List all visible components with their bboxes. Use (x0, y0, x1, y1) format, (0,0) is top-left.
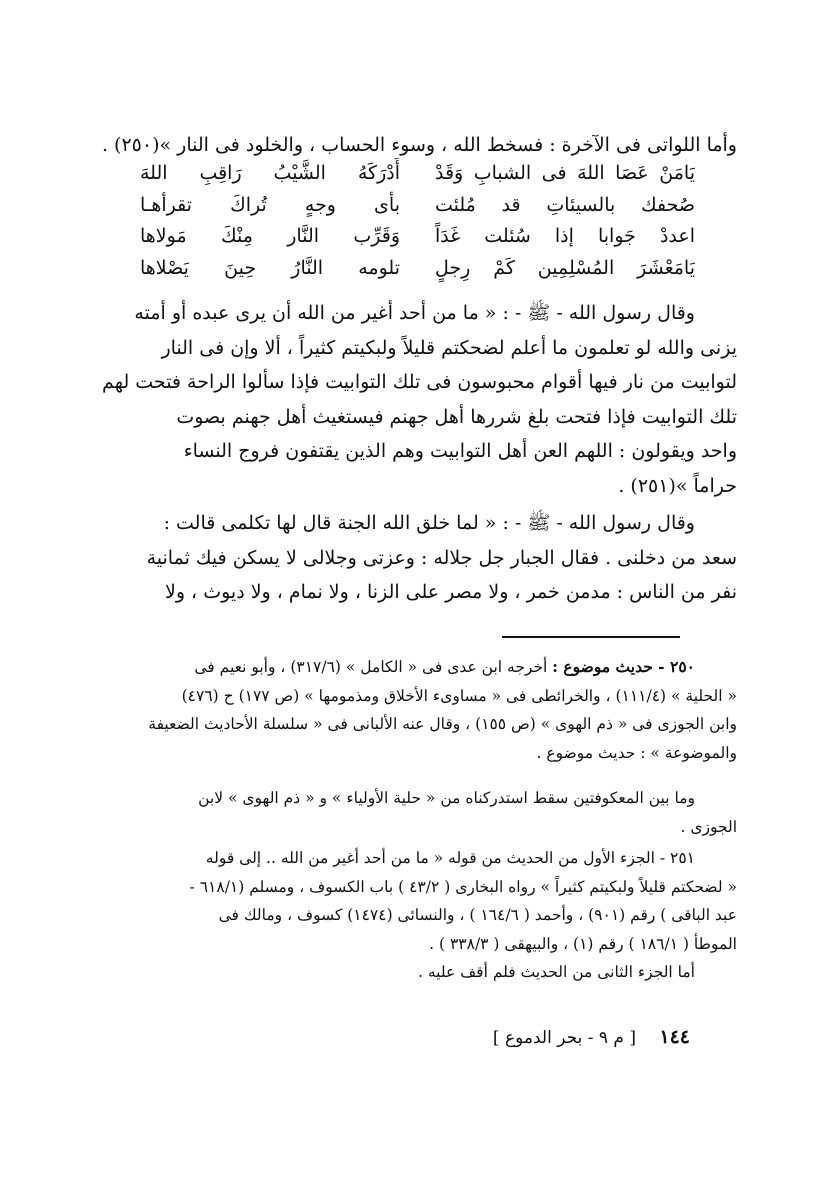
hadith-paragraph-2 (92, 506, 737, 610)
text-line: عبد الباقى ) رقم (٩٠١) ، وأحمد ( ١٦٤/٦ ) ، والنسائى (١٤٧٤) كسوف ، ومالك فى (218, 906, 737, 924)
footnote-250-addendum (92, 784, 737, 841)
poem-verse (140, 190, 695, 222)
poem-verse (140, 158, 695, 190)
text-line: وقال رسول الله - ﷺ - : « لما خلق الله الجنة قال لها تكلمى قالت : (163, 512, 695, 534)
text-line: وابن الجوزى فى « ذم الهوى » (ص ١٥٥) ، وقال عنه الألبانى فى « سلسلة الأحاديث الضعيفة (148, 715, 737, 733)
text-line: لتوابيت من نار فيها أقوام محبوسون فى تلك التوابيت فإذا سألوا الراحة فتحت لهم (102, 371, 737, 393)
text-line: وقال رسول الله - ﷺ - : « ما من أحد أغير من الله أن يرى عبده أو أمته (134, 302, 695, 324)
text-line: ٢٥١ - الجزء الأول من الحديث من قوله « ما من أحد أغير من الله .. إلى قوله (205, 849, 695, 867)
text-line: وما بين المعكوفتين سقط استدركناه من « حلية الأولياء » و « ذم الهوى » لابن (198, 789, 695, 807)
footnote-250 (92, 653, 737, 767)
footnote-250-heading: ٢٥٠ - حديث موضوع : (552, 657, 695, 676)
poem-hemistich-first: يَامَعْشَرَ المُسْلِمِين كَمْ رِجلٍ (435, 256, 695, 279)
footnote-251 (92, 844, 737, 987)
text-line: حراماً »(٢٥١) . (618, 474, 737, 497)
poem-hemistich-second: بأى وجهٍ تُراكَ تقرأهـا (140, 193, 400, 216)
poem-hemistich-second: وَقَرِّب النَّار مِنْكَ مَولاها (140, 225, 400, 247)
signature-mark: [ م ٩ - بحر الدموع ] (492, 1028, 636, 1048)
text-line: واحد ويقولون : اللهم العن أهل التوابيت وهم الذين يقتفون فروج النساء (183, 440, 737, 462)
page-number: ١٤٤ (659, 1026, 690, 1048)
poem-hemistich-second: تلومه النَّارُ حِينَ يَصْلاها (140, 256, 400, 279)
poem-verse (140, 221, 695, 253)
text-line: تلك التوابيت فإذا فتحت بلغ شررها أهل جهنم فيستغيث أهل جهنم بصوت (176, 405, 737, 428)
poem-hemistich-second: أَدْرَكَهُ الشَّيْبُ رَاقِبِ اللهَ (140, 162, 400, 184)
hadith-paragraph-1 (92, 296, 737, 503)
text-line: يزنى والله لو تعلمون ما أعلم لضحكتم قليلاً ولبكيتم كثيراً ، ألا وإن فى النار (161, 336, 737, 359)
poem-hemistich-first: اعددْ جَوابا إذا سُئلت غَدَاً (435, 225, 695, 247)
text-line: نفر من الناس : مدمن خمر ، ولا مصر على الزنا ، ولا نمام ، ولا ديوث ، ولا (164, 581, 737, 603)
text-line: الموطأ ( ١٨٦/١ ) رقم (١) ، والبيهقى ( ٣٣٨/٣ ) . (429, 934, 737, 953)
footnote-text: أخرجه ابن عدى فى « الكامل » (٣١٧/٦) ، وأبو نعيم فى (194, 658, 548, 676)
page-footer (450, 1026, 690, 1048)
poem (140, 158, 695, 284)
text-line (92, 653, 737, 682)
footnote-divider (502, 636, 680, 638)
text-line: وأما اللواتى فى الآخرة : فسخط الله ، وسوء الحساب ، والخلود فى النار »(٢٥٠) . (101, 134, 737, 156)
text-line: أما الجزء الثانى من الحديث فلم أقف عليه . (417, 963, 695, 981)
text-line: « لضحكتم قليلاً ولبكيتم كثيراً » رواه البخارى ( ٤٣/٢ ) باب الكسوف ، ومسلم (٦١٨/١ - (189, 877, 737, 896)
poem-hemistich-first: صُحفك بالسيئاتِ قد مُلئت (435, 193, 695, 216)
text-line: « الحلية » (١١١/٤) ، والخرائطى فى « مساوىء الأخلاق ومذمومها » (ص ١٧٧) ح (٤٧٦) (181, 686, 737, 705)
poem-hemistich-first: يَامَنْ عَصَا اللهَ فى الشبابِ وَقَدْ (435, 162, 695, 184)
text-line: الجوزى . (680, 817, 737, 836)
poem-verse (140, 253, 695, 285)
text-line: والموضوعة » : حديث موضوع . (536, 743, 737, 762)
text-line: سعد من دخلنى . فقال الجبار جل جلاله : وعزتى وجلالى لا يسكن فيك ثمانية (146, 546, 737, 569)
